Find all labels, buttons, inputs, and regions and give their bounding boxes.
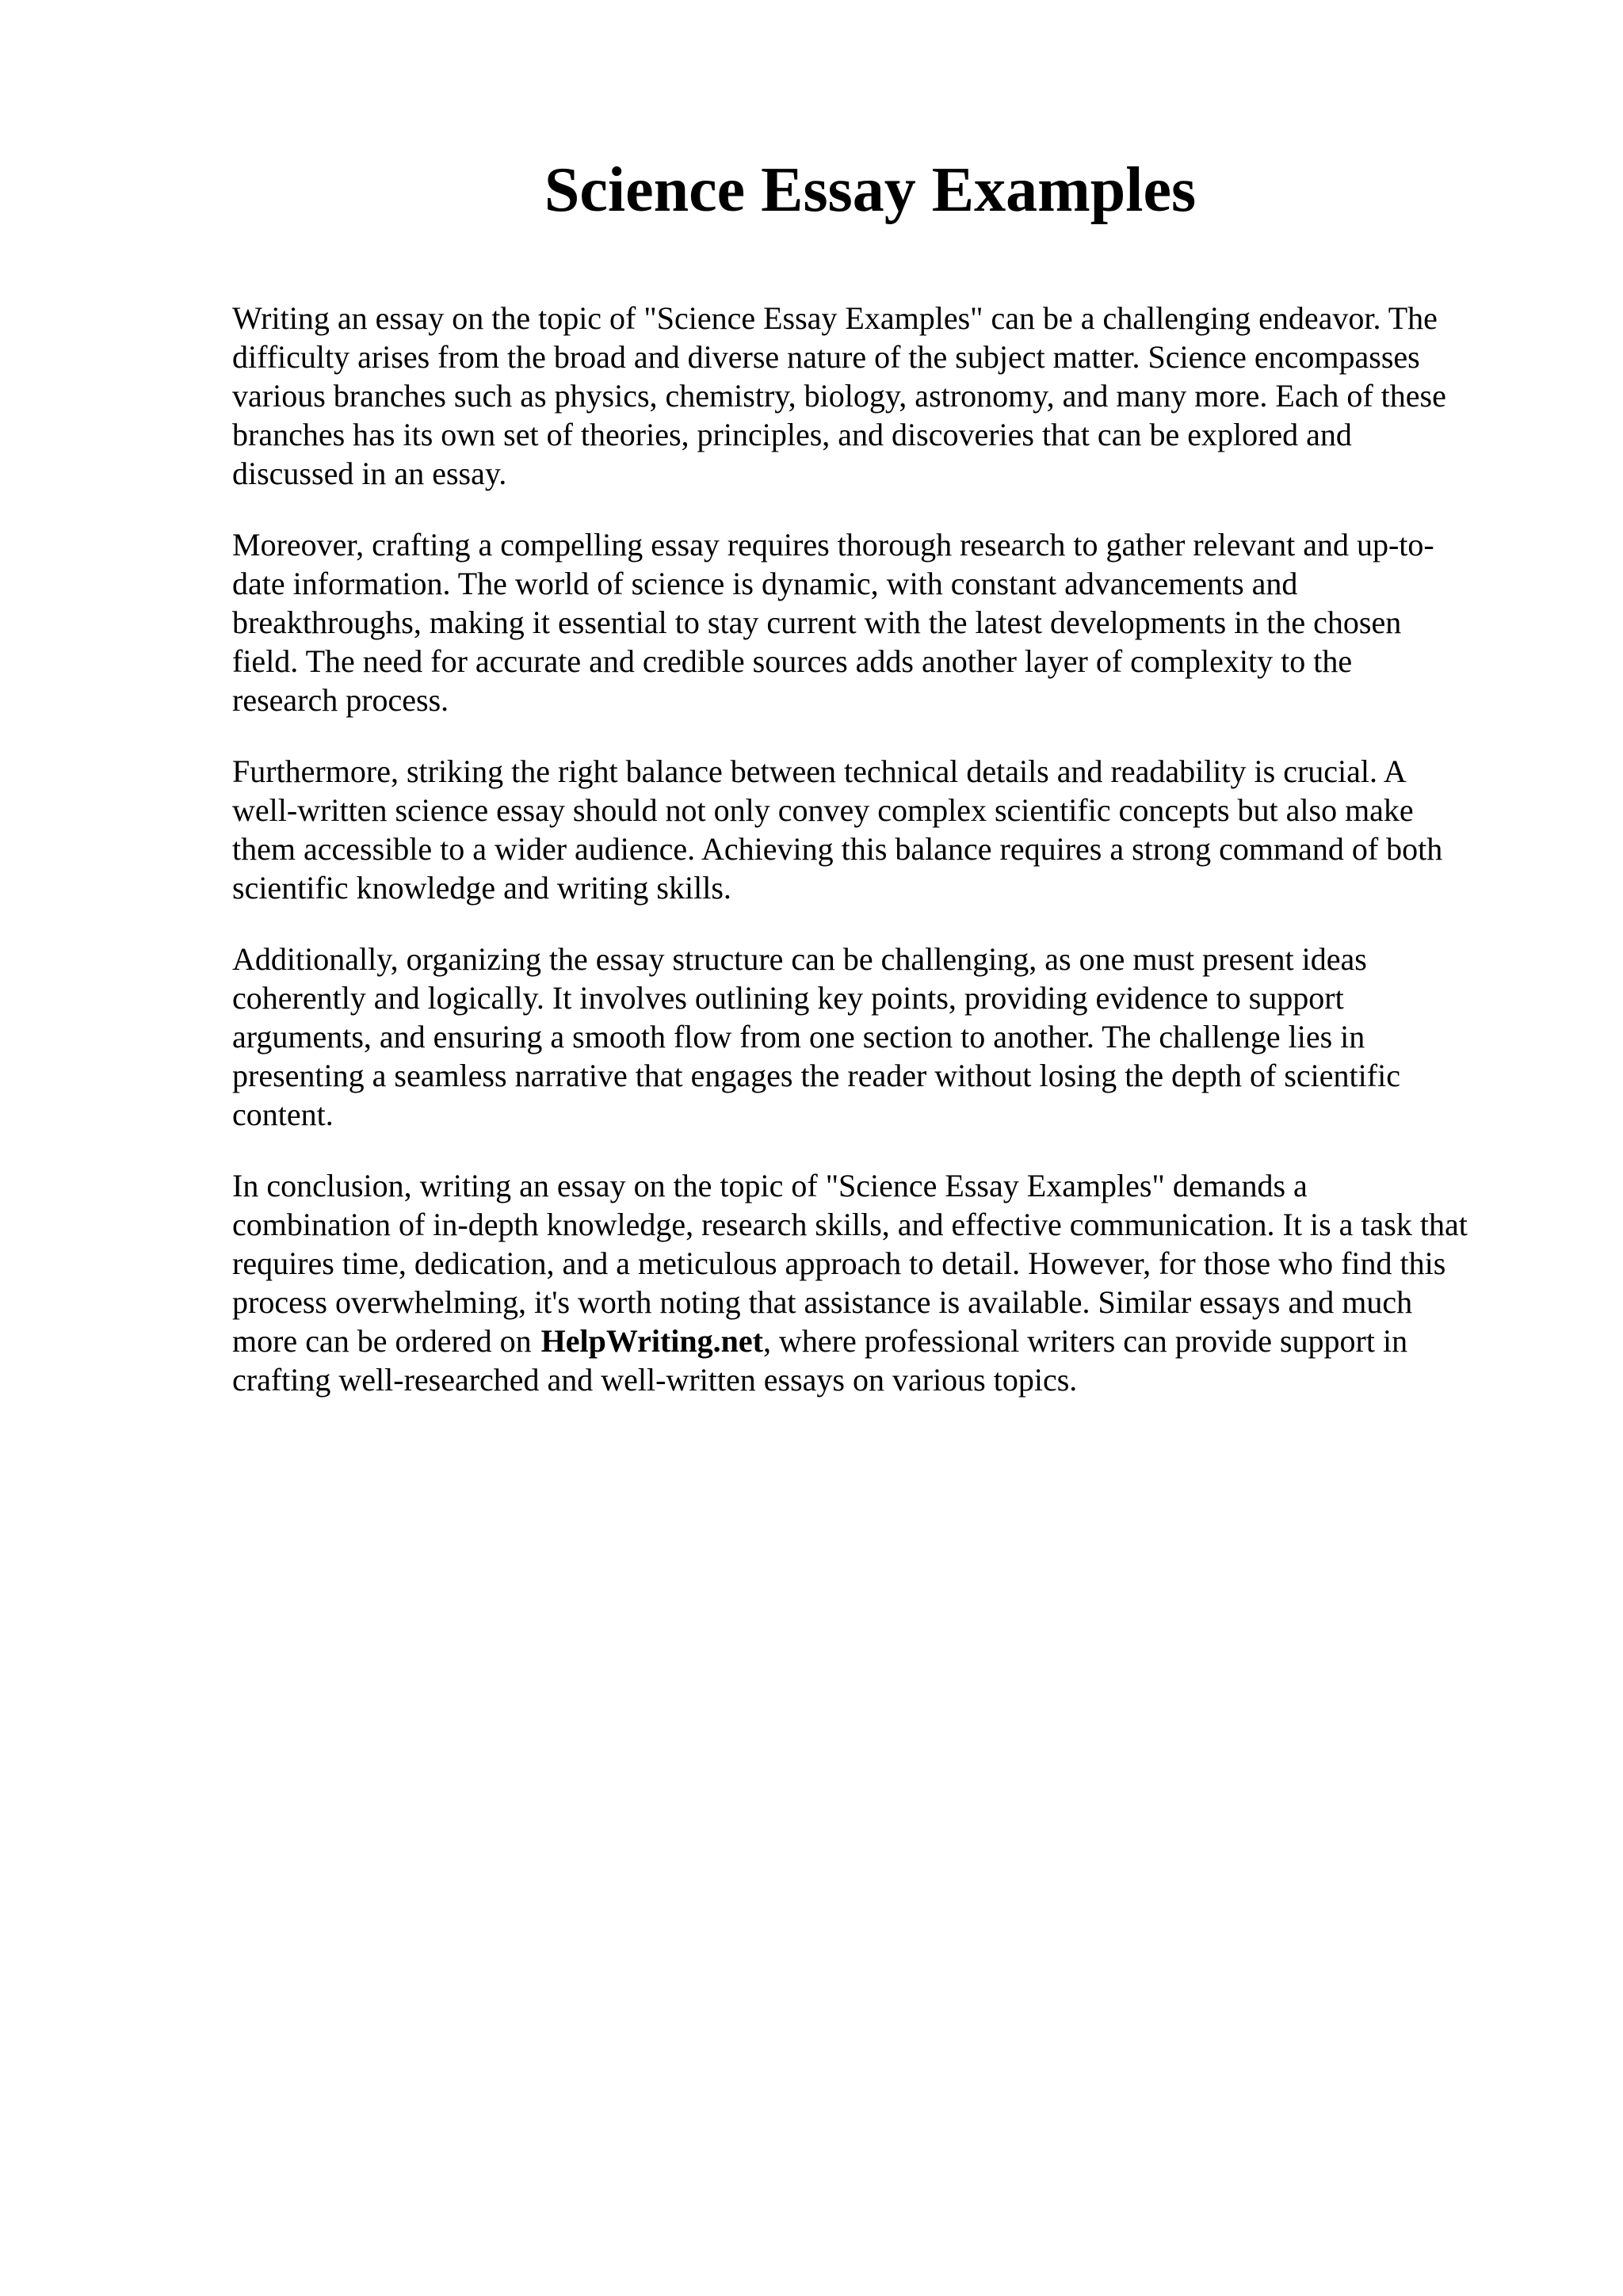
text-line: coherently and logically. It involves outlining key points, providing evidence to support [232,980,1344,1016]
text-line: them accessible to a wider audience. Achieving this balance requires a strong command of both [232,831,1443,867]
paragraph-conclusion [232,1166,1532,1399]
text-line: process overwhelming, it's worth noting that assistance is available. Similar essays and much [232,1284,1413,1320]
text-line: date information. The world of science is dynamic, with constant advancements and [232,566,1298,601]
essay-body [232,299,1532,1432]
paragraph-1 [232,299,1532,493]
text-line: arguments, and ensuring a smooth flow from one section to another. The challenge lies in [232,1019,1365,1055]
text-line: content. [232,1097,334,1132]
text-line: difficulty arises from the broad and diverse nature of the subject matter. Science encompasses [232,339,1420,375]
document-title: Science Essay Examples [544,155,1197,225]
text-line: research process. [232,682,449,718]
text-line: Furthermore, striking the right balance between technical details and readability is crucial. A [232,753,1407,789]
text-line: Additionally, organizing the essay structure can be challenging, as one must present ideas [232,941,1367,977]
text-line: scientific knowledge and writing skills. [232,870,731,906]
text-line: various branches such as physics, chemistry, biology, astronomy, and many more. Each of these [232,378,1446,414]
text-line: Writing an essay on the topic of "Science Essay Examples" can be a challenging endeavor. The [232,300,1438,336]
text-line: Moreover, crafting a compelling essay requires thorough research to gather relevant and up-to- [232,527,1434,563]
paragraph-3 [232,752,1532,907]
text-line: requires time, dedication, and a meticulous approach to detail. However, for those who find this [232,1245,1446,1281]
text-line: In conclusion, writing an essay on the topic of "Science Essay Examples" demands a [232,1168,1308,1203]
text-line: discussed in an essay. [232,456,507,491]
text-line: breakthroughs, making it essential to stay current with the latest developments in the chosen [232,605,1402,640]
text-line: combination of in-depth knowledge, research skills, and effective communication. It is a task that [232,1207,1468,1242]
text-line: crafting well-researched and well-written essays on various topics. [232,1362,1078,1398]
text-line-with-link [232,1322,1532,1360]
text-line: branches has its own set of theories, principles, and discoveries that can be explored and [232,417,1352,452]
paragraph-4 [232,940,1532,1134]
link-prefix-text: more can be ordered on [232,1323,532,1359]
helpwriting-link[interactable]: HelpWriting.net [540,1323,763,1359]
text-line: presenting a seamless narrative that engages the reader without losing the depth of scientific [232,1058,1400,1093]
text-line: well-written science essay should not only convey complex scientific concepts but also make [232,792,1414,828]
text-line: field. The need for accurate and credible sources adds another layer of complexity to the [232,643,1353,679]
link-suffix-text: , where professional writers can provide support in [762,1323,1408,1359]
paragraph-2 [232,525,1532,719]
